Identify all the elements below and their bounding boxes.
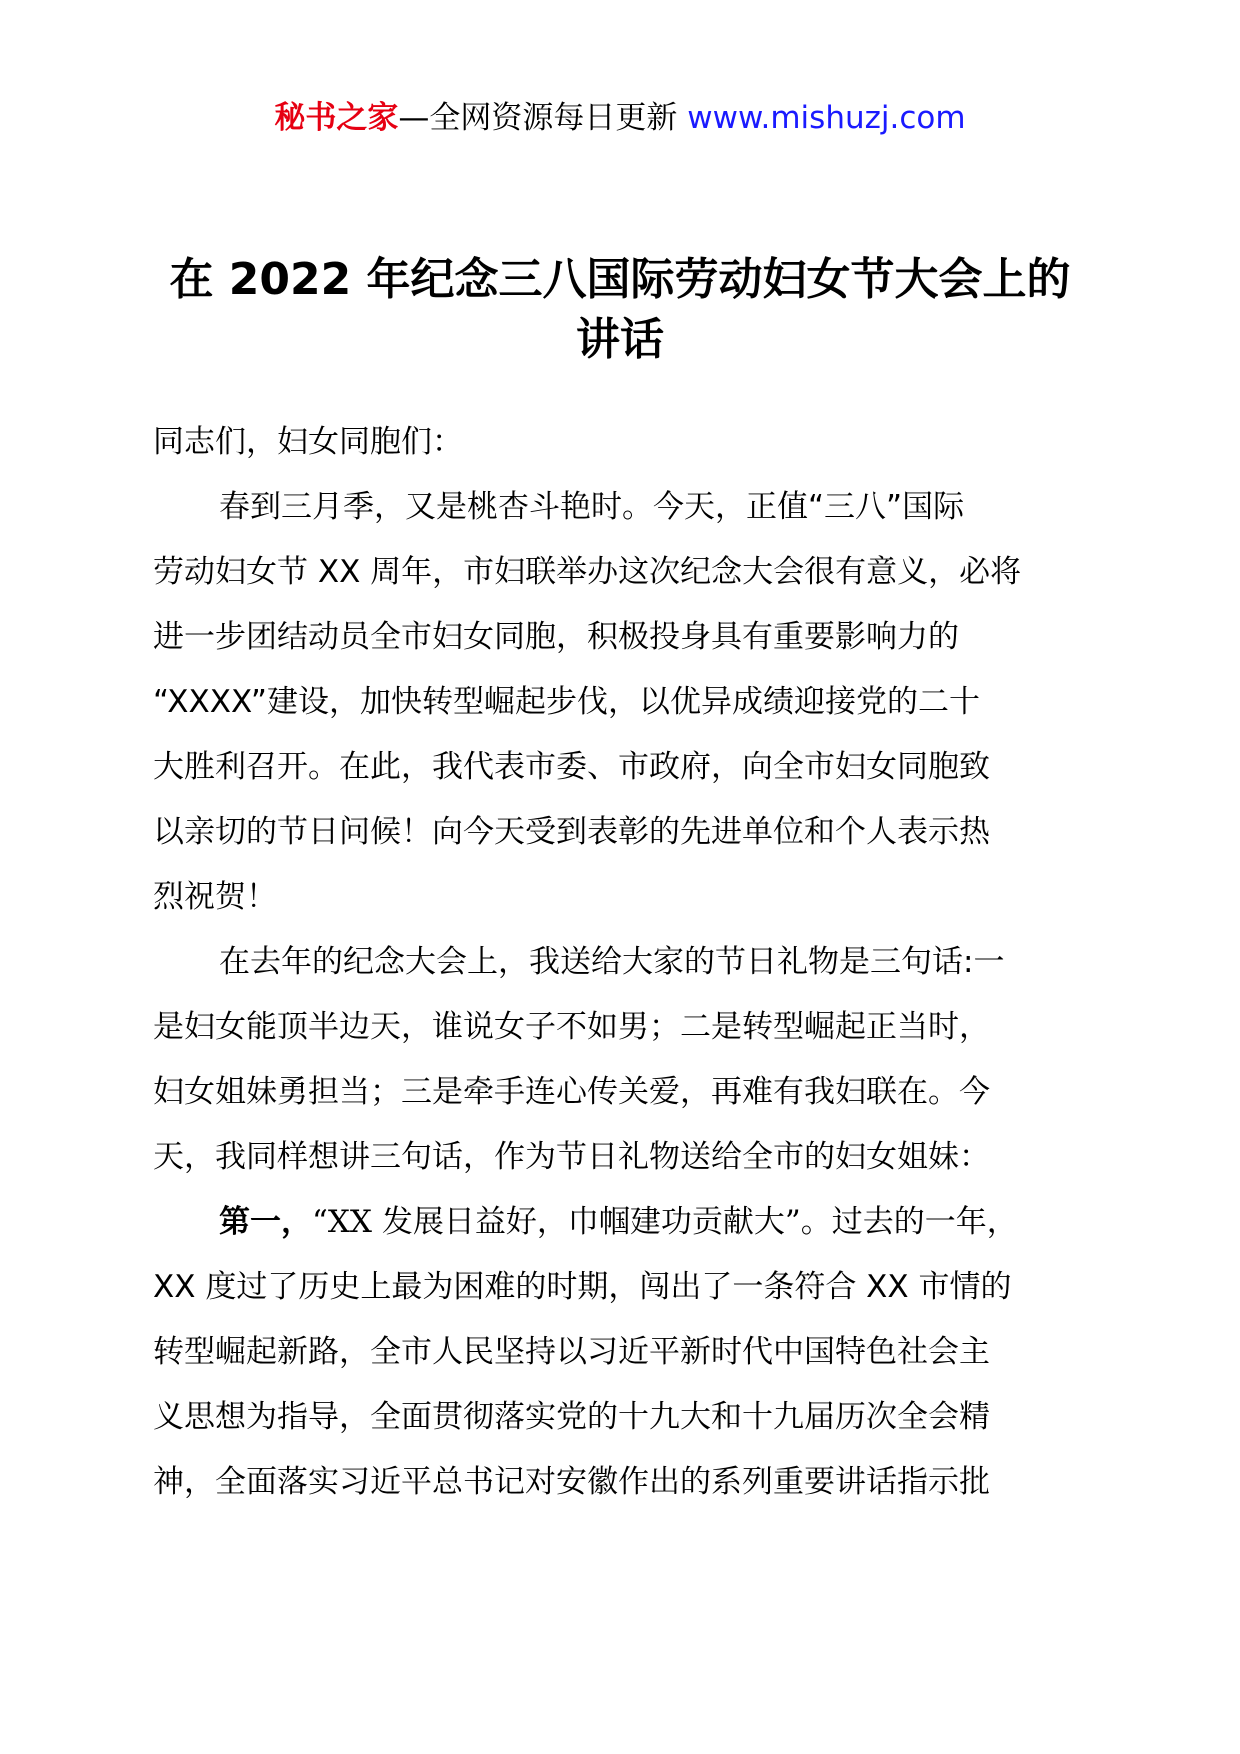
paragraph-2-line: 妇女姐妹勇担当；三是牵手连心传关爱，再难有我妇联在。今	[153, 1074, 990, 1110]
site-url[interactable]: www.mishuzj.com	[687, 100, 966, 136]
paragraph-2-line: 在去年的纪念大会上，我送给大家的节日礼物是三句话:一	[219, 944, 1005, 980]
paragraph-1-line: 进一步团结动员全市妇女同胞，积极投身具有重要影响力的	[153, 619, 959, 655]
paragraph-3-quote: “XX 发展日益好，巾帼建功贡献大”	[312, 1204, 801, 1240]
site-header	[0, 98, 1240, 138]
paragraph-3-rest: 。过去的一年，	[800, 1204, 1018, 1240]
site-brand: 秘书之家	[274, 100, 399, 136]
paragraph-1-line: 烈祝贺！	[153, 879, 277, 915]
paragraph-3-lead: 第一，	[219, 1204, 312, 1240]
paragraph-3-line: XX 度过了历史上最为困难的时期，闯出了一条符合 XX 市情的	[153, 1269, 1012, 1305]
paragraph-2-line: 天，我同样想讲三句话，作为节日礼物送给全市的妇女姐妹：	[153, 1139, 990, 1175]
paragraph-1-line: “XXXX”建设，加快转型崛起步伐，以优异成绩迎接党的二十	[153, 684, 980, 720]
paragraph-3-line: 义思想为指导，全面贯彻落实党的十九大和十九届历次全会精	[153, 1399, 990, 1435]
paragraph-3-line: 神，全面落实习近平总书记对安徽作出的系列重要讲话指示批	[153, 1464, 990, 1500]
title-line: 讲话	[576, 314, 664, 365]
title-line: 在 2022 年纪念三八国际劳动妇女节大会上的	[169, 254, 1071, 305]
salutation: 同志们，妇女同胞们：	[153, 424, 463, 460]
paragraph-1-line: 劳动妇女节 XX 周年，市妇联举办这次纪念大会很有意义，必将	[153, 554, 1022, 590]
document-body	[153, 410, 1093, 1515]
paragraph-1-line: 以亲切的节日问候！向今天受到表彰的先进单位和个人表示热	[153, 814, 990, 850]
document-title	[140, 250, 1100, 370]
paragraph-1-line: 春到三月季，又是桃杏斗艳时。今天，正值“三八”国际	[219, 489, 965, 525]
paragraph-1-line: 大胜利召开。在此，我代表市委、市政府，向全市妇女同胞致	[153, 749, 990, 785]
site-tagline: —全网资源每日更新	[398, 100, 688, 136]
paragraph-2-line: 是妇女能顶半边天，谁说女子不如男；二是转型崛起正当时，	[153, 1009, 990, 1045]
paragraph-3-line: 转型崛起新路，全市人民坚持以习近平新时代中国特色社会主	[153, 1334, 990, 1370]
paragraph-3-first-line	[153, 1190, 1093, 1255]
